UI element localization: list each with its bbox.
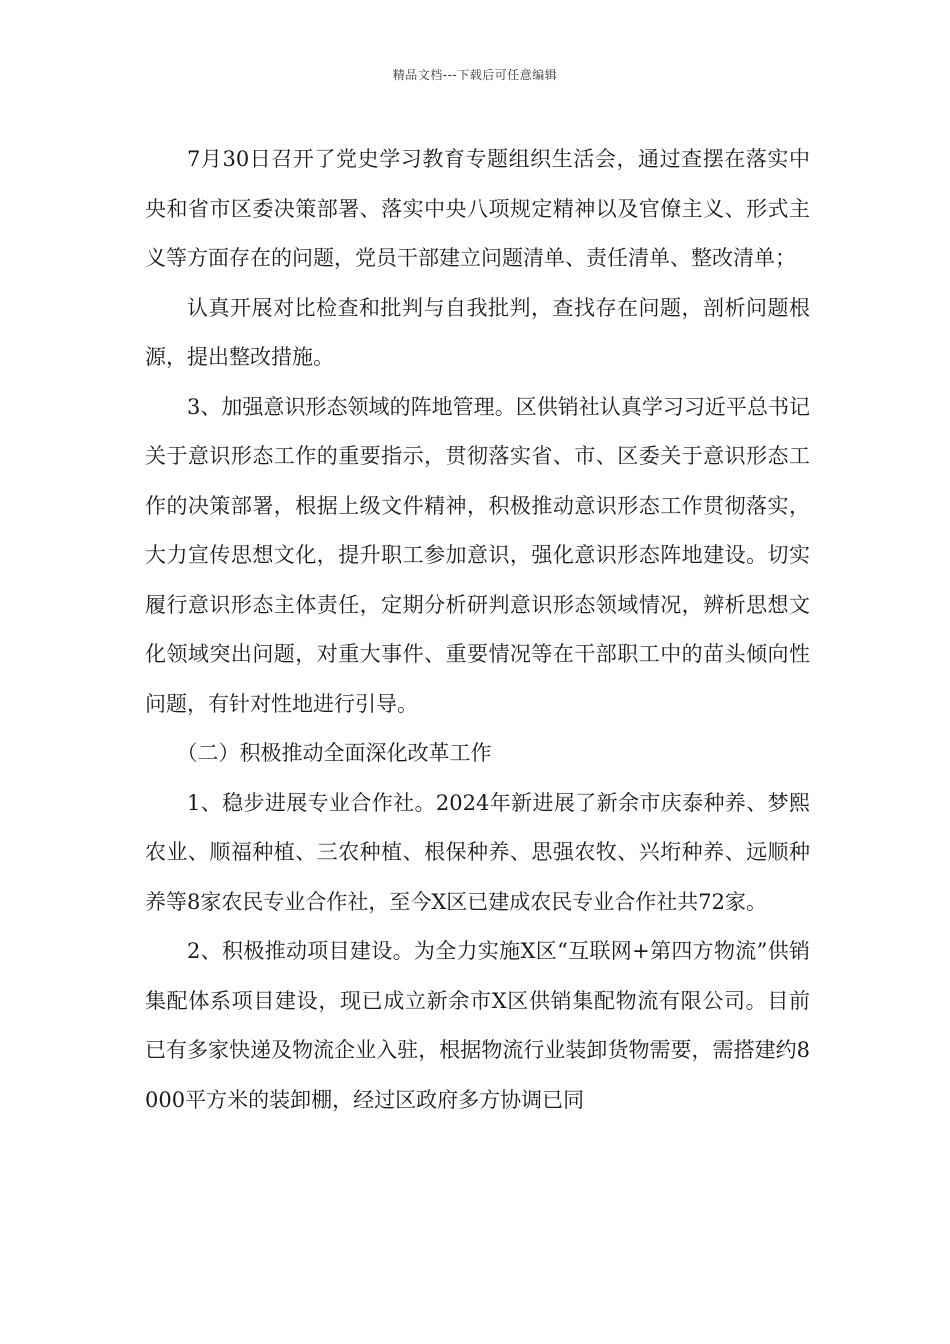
paragraph-cooperatives: 1、稳步进展专业合作社。2024年新进展了新余市庆泰种养、梦熙农业、顺福种植、三农种植、根保种养、思强农牧、兴垳种养、远顺种养等8家农民专业合作社，至今X区已建成农民专业合作社共72家。 <box>145 790 810 914</box>
section-heading-reform: （二）积极推动全面深化改革工作 <box>176 741 492 765</box>
page-header: 精品文档---下载后可任意编辑 <box>392 68 558 82</box>
paragraph-self-criticism: 认真开展对比检查和批判与自我批判，查找存在问题，剖析问题根源，提出整改措施。 <box>145 295 810 369</box>
paragraph-meeting: 7月30日召开了党史学习教育专题组织生活会，通过查摆在落实中央和省市区委决策部署、落实中央八项规定精神以及官僚主义、形式主义等方面存在的问题，党员干部建立问题清单、责任清单、整改清单； <box>145 147 810 270</box>
paragraph-ideology: 3、加强意识形态领域的阵地管理。区供销社认真学习习近平总书记关于意识形态工作的重要指示，贯彻落实省、市、区委关于意识形态工作的决策部署，根据上级文件精神，积极推动意识形态工作贯彻落实，大力宣传思想文化，提升职工参加意识，强化意识形态阵地建设。切实履行意识形态主体责任，定期分析研判意识形态领域情况，辨析思想文化领域突出问题，对重大事件、重要情况等在干部职工中的苗头倾向性问题，有针对性地进行引导。 <box>145 394 810 716</box>
document-body <box>145 135 810 1125</box>
paragraph-projects: 2、积极推动项目建设。为全力实施X区“互联网+第四方物流”供销集配体系项目建设，现已成立新余市X区供销集配物流有限公司。目前已有多家快递及物流企业入驻，根据物流行业装卸货物需要，需搭建约8000平方米的装卸棚，经过区政府多方协调已同 <box>145 939 810 1112</box>
